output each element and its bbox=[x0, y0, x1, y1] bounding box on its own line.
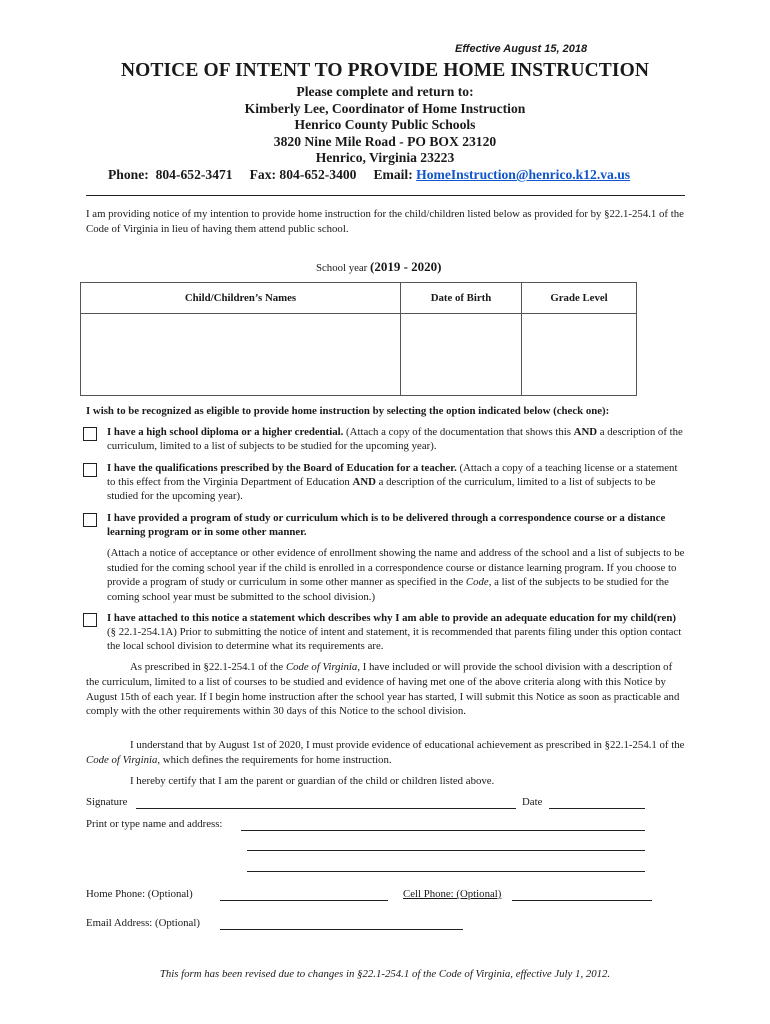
option-teacher-text: I have the qualifications prescribed by the Board of Education for a teacher. (Attach a copy of a teaching license or a statement to this effect from the Virginia Department of Education AND a description of the curriculum, limited to a list of subjects to be studied for the upcoming year). bbox=[107, 462, 678, 502]
email-label: Email: bbox=[373, 167, 413, 182]
return-instruction: Please complete and return to: bbox=[296, 84, 474, 99]
school-year-value: (2019 - 2020) bbox=[369, 259, 442, 274]
home-phone-label: Home Phone: (Optional) bbox=[86, 888, 193, 900]
dob-column-header: Date of Birth bbox=[401, 283, 522, 314]
date-label: Date bbox=[522, 796, 543, 808]
certification-paragraph: I hereby certify that I am the parent or guardian of the child or children listed above. bbox=[130, 775, 495, 787]
effective-date: Effective August 15, 2018 bbox=[455, 43, 588, 55]
street-address: 3820 Nine Mile Road - PO BOX 23120 bbox=[273, 134, 497, 149]
prescribed-paragraph: As prescribed in §22.1-254.1 of the Code of Virginia, I have included or will provide the school division with a description of the curriculum, limited to a list of courses to be studied and evidence of having met one of the above criteria along with this Notice by August 15th of each year. If I begin home instruction after the school year has started, I will submit this Notice as soon as practicable and comply with the other requirements within 30 days of this Notice to the school division. bbox=[86, 661, 680, 718]
options-heading: I wish to be recognized as eligible to provide home instruction by selecting the option indicated below (check one): bbox=[86, 405, 610, 417]
city-state-zip: Henrico, Virginia 23223 bbox=[315, 150, 455, 165]
understanding-paragraph: I understand that by August 1st of 2020, I must provide evidence of educational achievement as prescribed in §22.1-254.1 of the Code of Virginia, which defines the requirements for home instruction. bbox=[86, 739, 685, 766]
coordinator-name: Kimberly Lee, Coordinator of Home Instruction bbox=[244, 101, 526, 116]
intro-paragraph: I am providing notice of my intention to provide home instruction for the child/children listed below as provided for by §22.1-254.1 of the Code of Virginia in lieu of having them attend public school. bbox=[86, 208, 684, 235]
print-name-label: Print or type name and address: bbox=[86, 818, 223, 830]
home-phone-line[interactable] bbox=[220, 900, 388, 901]
option-diploma-text: I have a high school diploma or a higher credential. (Attach a copy of the documentation that shows this AND a description of the curriculum, limited to a list of subjects to be studied for the upcoming year). bbox=[107, 426, 683, 452]
children-table bbox=[80, 282, 637, 396]
phone-number: Phone: 804-652-3471 bbox=[108, 167, 233, 182]
option-correspondence-checkbox[interactable] bbox=[83, 513, 97, 527]
school-year-label: School year bbox=[316, 262, 368, 274]
grade-input-cell[interactable] bbox=[522, 314, 637, 396]
option-statement-checkbox[interactable] bbox=[83, 613, 97, 627]
address-line-3[interactable] bbox=[247, 871, 645, 872]
date-line[interactable] bbox=[549, 808, 645, 809]
email-address-label: Email Address: (Optional) bbox=[86, 917, 200, 929]
option-teacher-checkbox[interactable] bbox=[83, 463, 97, 477]
revision-footer: This form has been revised due to changes in §22.1-254.1 of the Code of Virginia, effective July 1, 2012. bbox=[159, 968, 611, 980]
signature-label: Signature bbox=[86, 796, 128, 808]
school-year bbox=[316, 259, 441, 275]
option-correspondence-text: I have provided a program of study or curriculum which is to be delivered through a correspondence course or a distance learning program or in some other manner. bbox=[107, 512, 666, 538]
cell-phone-line[interactable] bbox=[512, 900, 652, 901]
school-division-name: Henrico County Public Schools bbox=[294, 117, 476, 132]
grade-column-header: Grade Level bbox=[522, 283, 637, 314]
names-input-cell[interactable] bbox=[81, 314, 401, 396]
address-line-2[interactable] bbox=[247, 850, 645, 851]
print-name-line[interactable] bbox=[241, 830, 645, 831]
email-address-line[interactable] bbox=[220, 929, 463, 930]
option-correspondence-attach-note: (Attach a notice of acceptance or other evidence of enrollment showing the name and address of the school and a list of subjects to be studied for the coming school year if the child is enrolled in a correspondence course or distance learning program. If you choose to provide a program of study or curriculum in some other manner as specified in the Code, a list of the subjects to be studied for the coming school year must be submitted to the school division.) bbox=[107, 547, 685, 603]
dob-input-cell[interactable] bbox=[401, 314, 522, 396]
signature-line[interactable] bbox=[136, 808, 516, 809]
fax-number: Fax: 804-652-3400 bbox=[249, 167, 357, 182]
contact-line bbox=[108, 167, 630, 183]
cell-phone-label: Cell Phone: (Optional) bbox=[403, 888, 502, 900]
option-diploma-checkbox[interactable] bbox=[83, 427, 97, 441]
email-link[interactable]: HomeInstruction@henrico.k12.va.us bbox=[416, 167, 631, 182]
names-column-header: Child/Children’s Names bbox=[81, 283, 401, 314]
header-divider bbox=[86, 195, 685, 196]
form-title: NOTICE OF INTENT TO PROVIDE HOME INSTRUCTION bbox=[120, 60, 650, 81]
option-statement-text: I have attached to this notice a statement which describes why I am able to provide an adequate education for my child(ren) (§ 22.1-254.1A) Prior to submitting the notice of intent and statement, it is recommended that parents filing under this option contact the local school division to determine what its requirements are. bbox=[107, 612, 682, 652]
